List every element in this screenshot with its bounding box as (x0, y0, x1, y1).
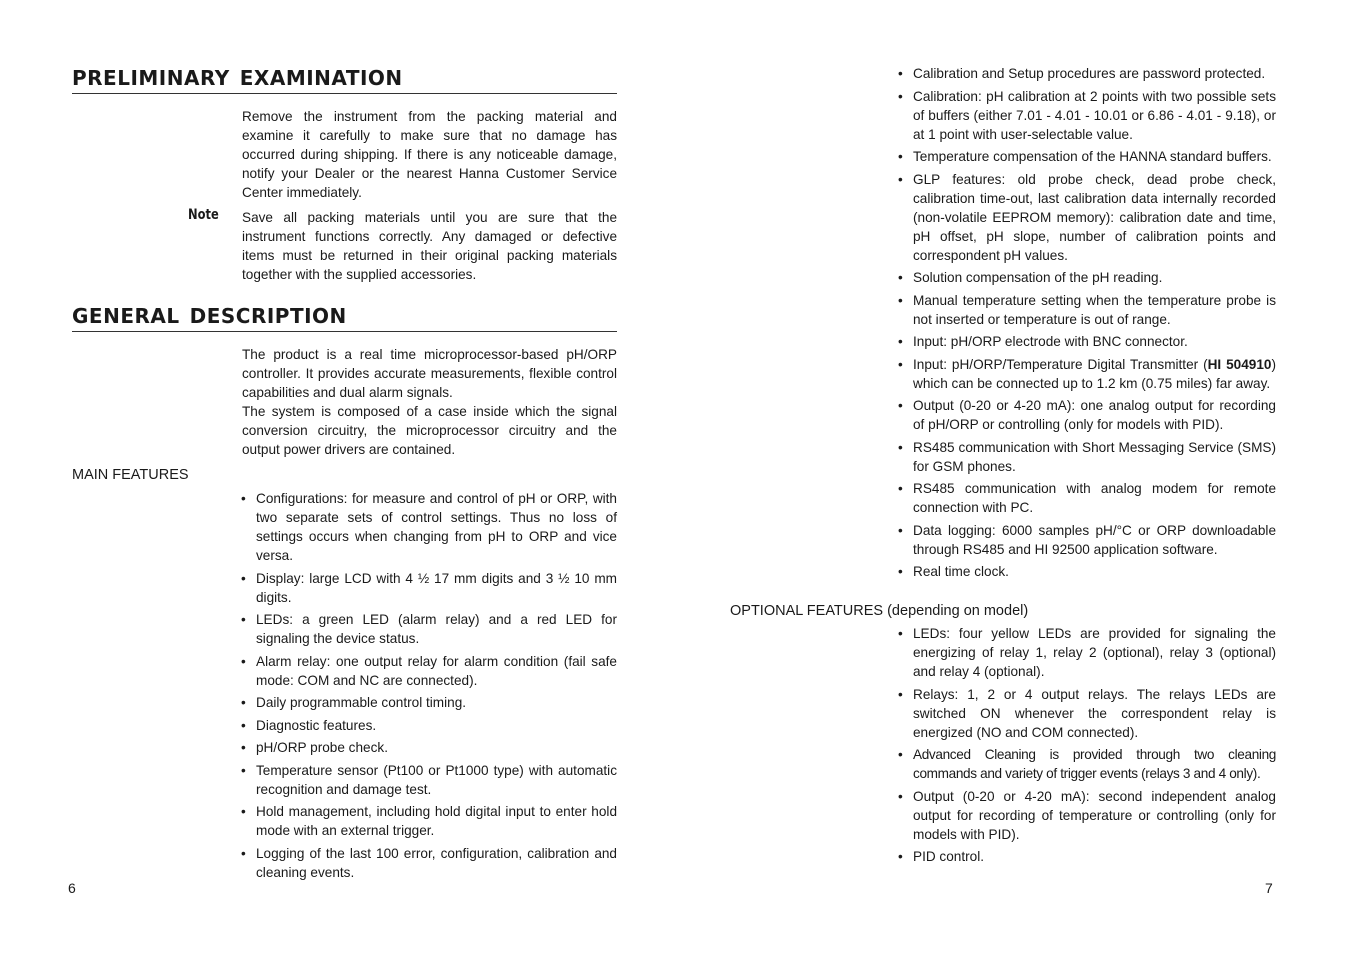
heading-word: DESCRIPTION (189, 304, 347, 328)
list-item: • Data logging: 6000 samples pH/°C or ORP downloadable through RS485 and HI 92500 application software. (898, 521, 1276, 559)
list-item: • Relays: 1, 2 or 4 output relays. The relays LEDs are switched ON whenever the correspondent relay is energized (NO and COM connected). (898, 685, 1276, 742)
heading-word: PRELIMINARY (72, 66, 230, 90)
transmitter-text-after: ) which can be connected up to 1.2 km (0.75 miles) far away. (913, 356, 1276, 391)
list-item: • Output (0-20 or 4-20 mA): second independent analog output for recording of temperature or controlling (only for models with PID). (898, 787, 1276, 844)
list-item: • Real time clock. (898, 562, 1276, 581)
general-description-heading (72, 304, 617, 332)
right-page (675, 0, 1351, 954)
list-item: • Logging of the last 100 error, configuration, calibration and cleaning events. (241, 844, 617, 882)
page-number: 7 (1265, 880, 1273, 896)
main-features-list (241, 489, 617, 885)
list-item: • Solution compensation of the pH reading. (898, 268, 1276, 287)
list-item: • LEDs: a green LED (alarm relay) and a red LED for signaling the device status. (241, 610, 617, 648)
heading-word: EXAMINATION (239, 66, 403, 90)
transmitter-text-before: Input: pH/ORP/Temperature Digital Transmitter ( (913, 356, 1208, 372)
list-item: • Calibration and Setup procedures are password protected. (898, 64, 1276, 83)
note-label: Note (188, 207, 219, 223)
general-description-para-1: The product is a real time microprocessor-based pH/ORP controller. It provides accurate measurements, flexible control capabilities and dual alarm signals. (242, 347, 617, 400)
list-item: • RS485 communication with analog modem for remote connection with PC. (898, 479, 1276, 517)
list-item: • Temperature sensor (Pt100 or Pt1000 type) with automatic recognition and damage test. (241, 761, 617, 799)
page-number: 6 (68, 880, 76, 896)
list-item: • RS485 communication with Short Messaging Service (SMS) for GSM phones. (898, 438, 1276, 476)
general-description-para-2: The system is composed of a case inside which the signal conversion circuitry, the microprocessor circuitry and the output power drivers are contained. (242, 404, 617, 457)
list-item: • GLP features: old probe check, dead probe check, calibration time-out, last calibration data internally recorded (non-volatile EEPROM memory): calibration date and time, pH offset, pH slope, number of calibration points and correspondent pH values. (898, 170, 1276, 265)
note-text: Save all packing materials until you are sure that the instrument functions correctly. Any damaged or defective items must be returned in their original packing materials together with the supplied accessories. (242, 210, 617, 282)
list-item: • Daily programmable control timing. (241, 693, 617, 712)
list-item: • Display: large LCD with 4 ½ 17 mm digits and 3 ½ 10 mm digits. (241, 569, 617, 607)
list-item: • Temperature compensation of the HANNA standard buffers. (898, 147, 1276, 166)
list-item: • Calibration: pH calibration at 2 points with two possible sets of buffers (either 7.01 - 4.01 - 10.01 or 6.86 - 4.01 - 9.18), or at 1 point with user-selectable value. (898, 87, 1276, 144)
list-item: • Alarm relay: one output relay for alarm condition (fail safe mode: COM and NC are connected). (241, 652, 617, 690)
list-item: • Hold management, including hold digital input to enter hold mode with an external trigger. (241, 802, 617, 840)
features-continued-list (898, 64, 1276, 585)
optional-features-list (898, 624, 1276, 870)
list-item: • Advanced Cleaning is provided through two cleaning commands and variety of trigger events (relays 3 and 4 only). (898, 745, 1276, 783)
list-item: • LEDs: four yellow LEDs are provided for signaling the energizing of relay 1, relay 2 (optional), relay 3 (optional) and relay 4 (optional). (898, 624, 1276, 681)
list-item: • Manual temperature setting when the temperature probe is not inserted or temperature is out of range. (898, 291, 1276, 329)
heading-word: GENERAL (72, 304, 180, 328)
preliminary-body: Remove the instrument from the packing material and examine it carefully to make sure that no damage has occurred during shipping. If there is any noticeable damage, notify your Dealer or the nearest Hanna Customer Service Center immediately. (242, 109, 617, 200)
transmitter-model: HI 504910 (1207, 356, 1272, 372)
left-page (0, 0, 675, 954)
preliminary-examination-heading (72, 66, 617, 94)
list-item: • Output (0-20 or 4-20 mA): one analog output for recording of pH/ORP or controlling (only for models with PID). (898, 396, 1276, 434)
list-item: • PID control. (898, 847, 1276, 866)
main-features-heading: MAIN FEATURES (72, 467, 189, 483)
list-item: • pH/ORP probe check. (241, 738, 617, 757)
list-item: • Diagnostic features. (241, 716, 617, 735)
list-item-transmitter (898, 355, 1276, 393)
list-item: • Input: pH/ORP electrode with BNC connector. (898, 332, 1276, 351)
optional-features-heading: OPTIONAL FEATURES (depending on model) (730, 603, 1029, 619)
list-item: • Configurations: for measure and control of pH or ORP, with two separate sets of control settings. Thus no loss of settings occurs when changing from pH to ORP and vice versa. (241, 489, 617, 565)
